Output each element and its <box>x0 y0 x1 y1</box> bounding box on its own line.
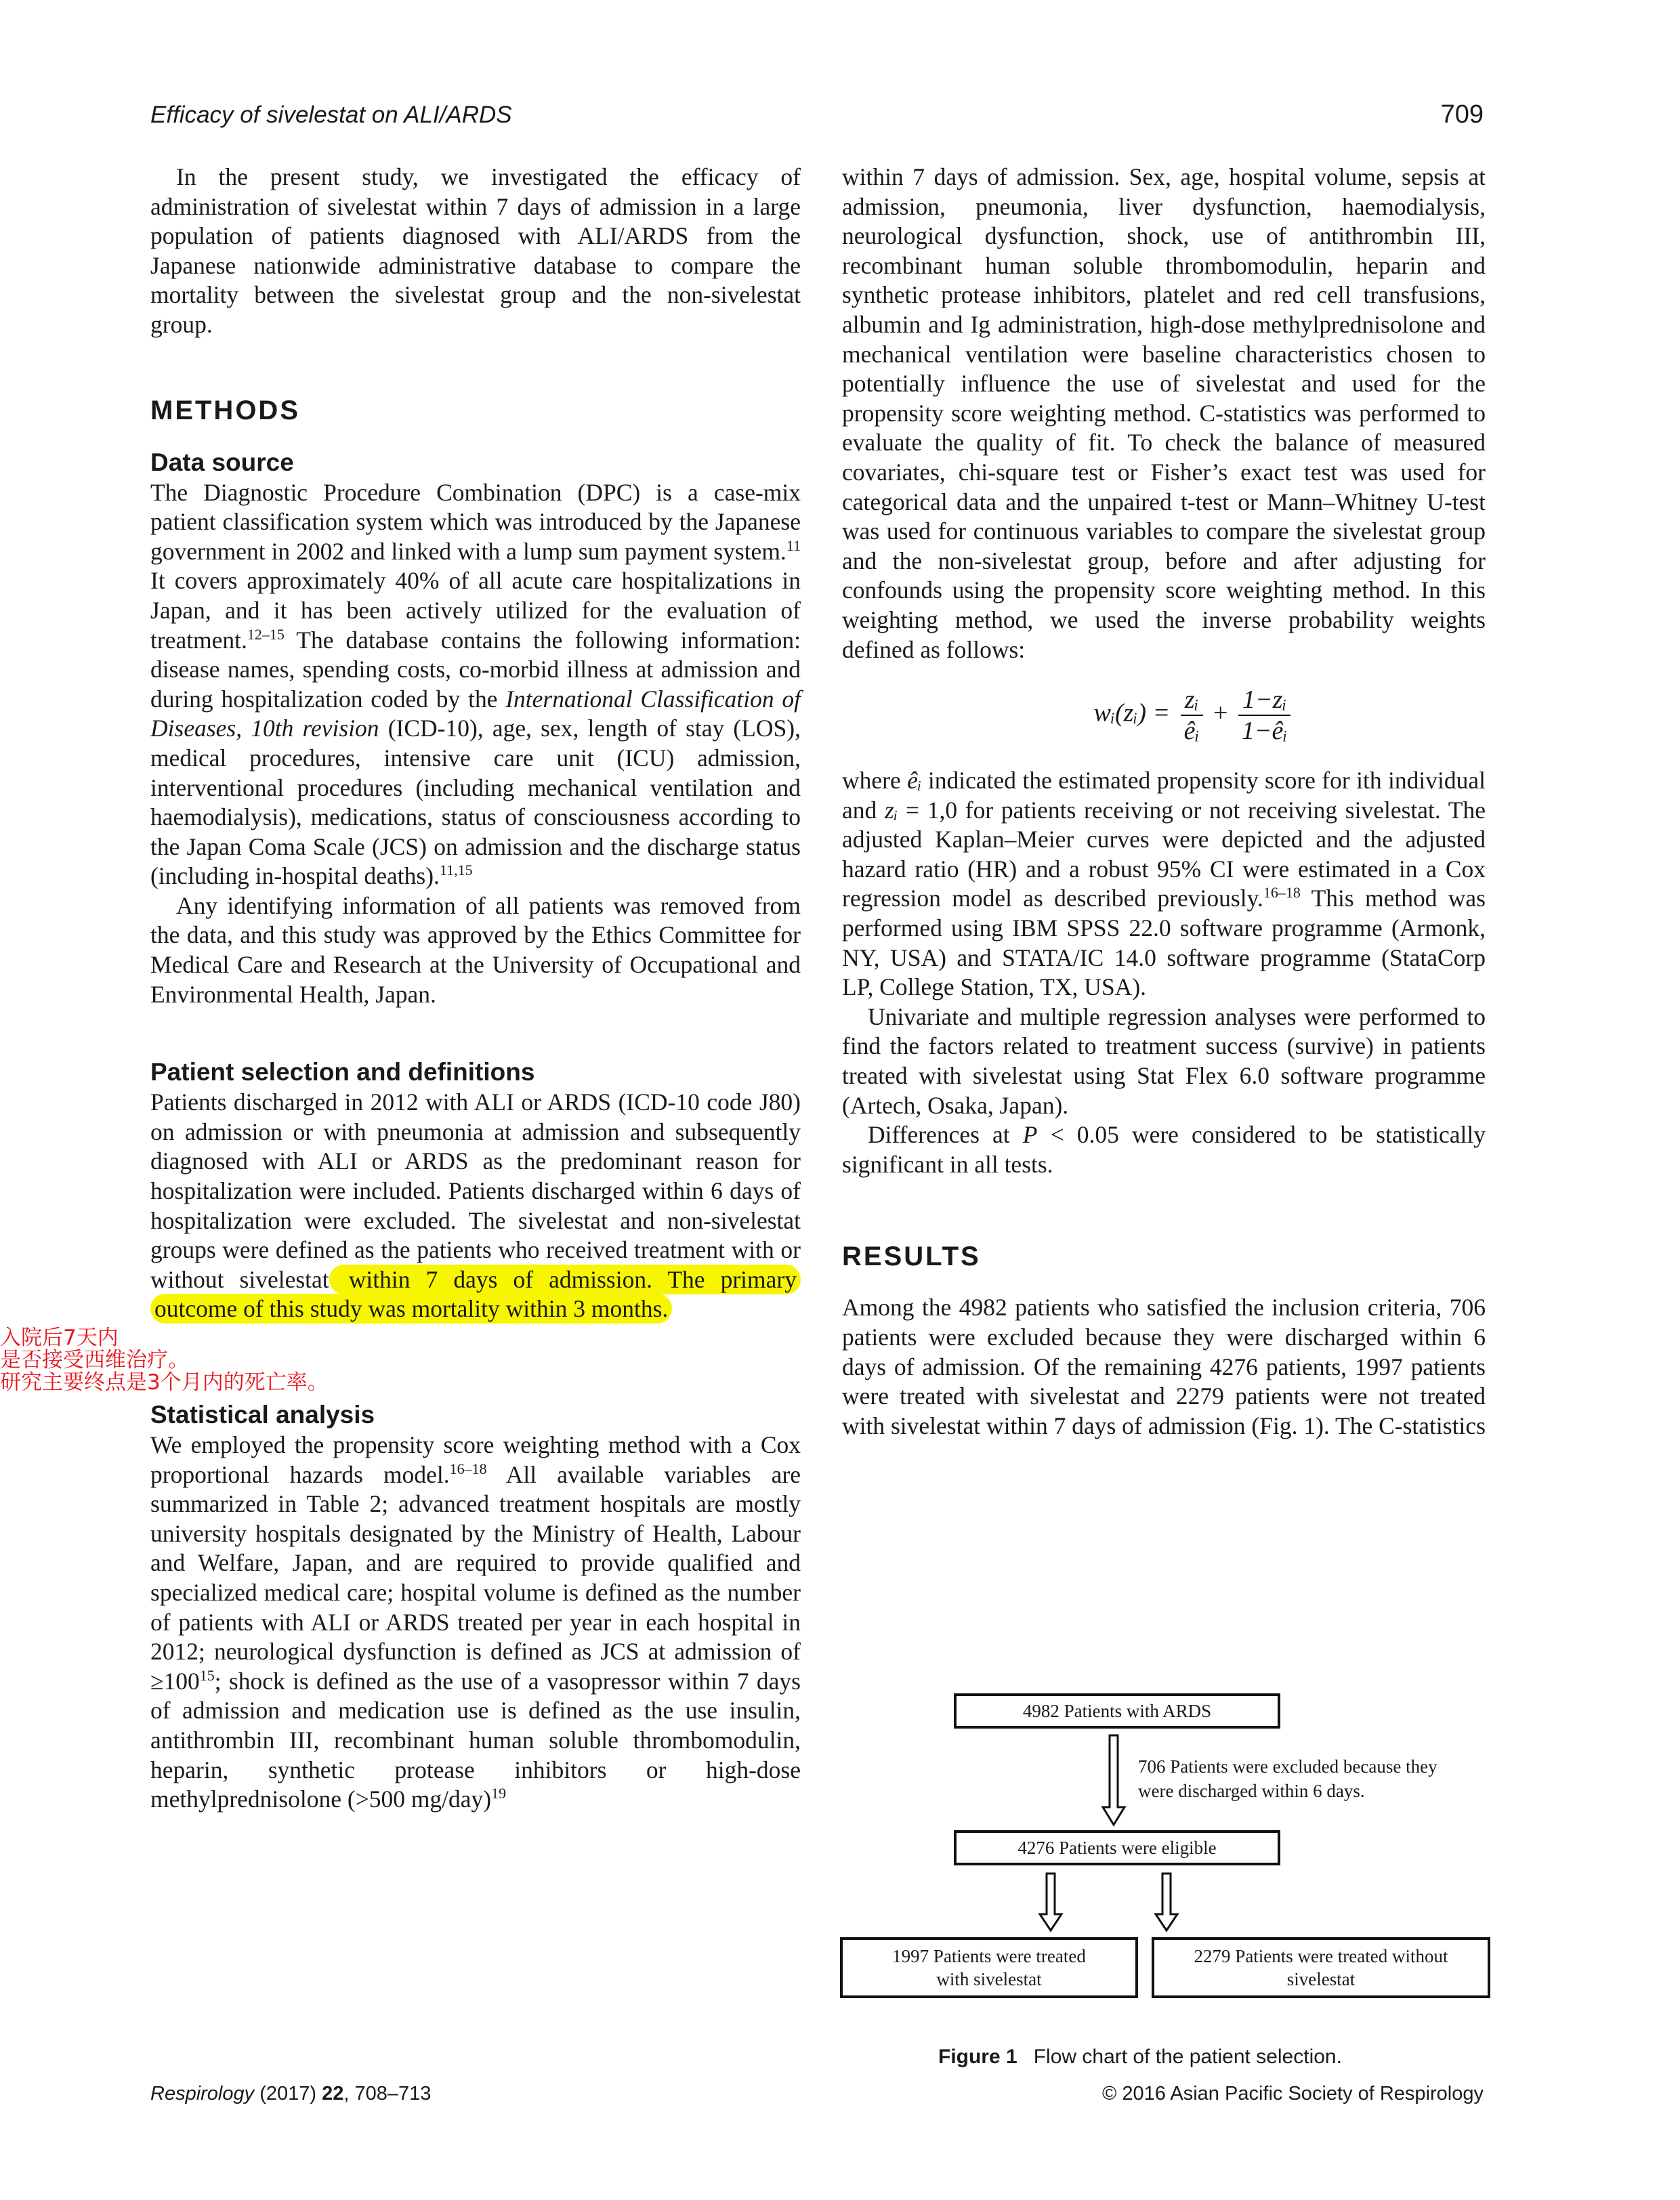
flow-box-eligible: 4276 Patients were eligible <box>954 1830 1280 1865</box>
left-column <box>150 163 801 1815</box>
data-source-paragraph-1: The Diagnostic Procedure Combination (DPC) is a case-mix patient classification system which was introduced by the Japanese government in 2002 and linked with a lump sum payment system.$^{11}$ It covers approximately 40% of all acute care hospitalizations in Japan, and it has been actively utilized for the evaluation of treatment.$^{12-15}$ The database contains the following information: disease names, spending costs, co-morbid illness at admission and during hospitalization coded by the International Classification of Diseases, 10th revision (ICD-10), age, sex, length of stay (LOS), medical procedures, intensive care unit (ICU) admission, interventional procedures (including mechanical ventilation and haemodialysis), medications, status of consciousness according to the Japan Coma Scale (JCS) on admission and the discharge status (including in-hospital deaths).$^{11,15}$ <box>150 478 801 890</box>
figure-label: Figure 1 <box>938 2046 1017 2068</box>
citation: 15 <box>199 1666 215 1684</box>
exclusion-note: 706 Patients were excluded because they were discharged within 6 days. <box>1138 1756 1437 1801</box>
formula-fraction-2: $\frac{\text{1−zᵢ}}{\text{1−êᵢ}}$ <box>1238 685 1290 746</box>
citation: 19 <box>491 1785 507 1802</box>
margin-annotation <box>0 1327 329 1394</box>
annotation-line: 研究主要终点是3个月内的死亡率。 <box>0 1370 329 1395</box>
figure-caption <box>938 2046 1342 2069</box>
statistical-analysis-paragraph: We employed the propensity score weighting method with a Cox proportional hazards model.$^{16-18}$ All available variables are summarized in Table 2; advanced treatment hospitals are mostly university hospitals designated by the Ministry of Health, Labour and Welfare, Japan, and are required to provide qualified and specialized medical care; hospital volume is defined as the number of patients with ALI or ARDS treated per year in each hospital in 2012; neurological dysfunction is defined as JCS at admission of $\ge 100^{15}$; shock is defined as the use of a vasopressor within 7 days of admission and medication use is defined as the use insulin, antithrombin III, recombinant human soluble thrombomodulin, heparin, synthetic protease inhibitors or high-dose methylprednisolone (>500 mg/day)$^{19}$ <box>150 1431 801 1813</box>
weight-formula <box>903 685 1486 746</box>
journal-citation: Respirology (2017) 22, 708–713 <box>150 2083 432 2104</box>
page-number: 709 <box>1440 100 1484 129</box>
statistical-analysis-heading: Statistical analysis <box>150 1401 375 1429</box>
results-paragraph: Among the 4982 patients who satisfied the inclusion criteria, 706 patients were excluded because they were discharged within 6 days of admission. Of the remaining 4276 patients, 1997 patients were treated with sivelestat and 2279 patients were not treated with sivelestat within 7 days of admission (Fig. 1). The C-statistics <box>842 1294 1486 1439</box>
copyright: © 2016 Asian Pacific Society of Respirology <box>1102 2083 1484 2104</box>
right-paragraph-3: Univariate and multiple regression analyses were performed to find the factors related to treatment success (survive) in patients treated with sivelestat using Stat Flex 6.0 software programme (Artech, Osaka, Japan). <box>842 1002 1486 1119</box>
data-source-paragraph-2: Any identifying information of all patients was removed from the data, and this study was approved by the Ethics Committee for Medical Care and Research at the University of Occupational and Environmental Health, Japan. <box>150 891 801 1008</box>
formula-plus: + <box>1213 698 1228 727</box>
flow-box-total: 4982 Patients with ARDS <box>954 1693 1280 1729</box>
highlighted-text: within 7 days of admission. The primary outcome of this study was mortality within 3 months. <box>150 1265 801 1324</box>
flow-chart <box>840 1693 1504 2032</box>
patient-selection-heading: Patient selection and definitions <box>150 1058 535 1086</box>
running-title: Efficacy of sivelestat on ALI/ARDS <box>150 102 512 128</box>
flow-box-sivelestat: 1997 Patients were treated with sivelestat <box>840 1937 1138 1998</box>
right-paragraph-2: where êᵢ indicated the estimated propensity score for ith individual and zᵢ = 1,0 for patients receiving or not receiving sivelestat. The adjusted Kaplan–Meier curves were depicted and the adjusted hazard ratio (HR) and a robust 95% CI were estimated in a Cox regression model as described previously.$^{16-18}$ This method was performed using IBM SPSS 22.0 software programme (Armonk, NY, USA) and STATA/IC 14.0 software programme (StataCorp LP, College Station, TX, USA). <box>842 767 1486 1001</box>
annotation-line: 是否接受西维治疗。 <box>0 1348 189 1372</box>
right-column <box>842 163 1486 1441</box>
citation: 16–18 <box>1263 884 1301 902</box>
intro-paragraph: In the present study, we investigated the efficacy of administration of sivelestat within 7 days of admission in a large population of patients diagnosed with ALI/ARDS from the Japanese nationwide administrative database to compare the mortality between the sivelestat group and the non-sivelestat group. <box>150 163 801 338</box>
right-paragraph-1: within 7 days of admission. Sex, age, hospital volume, sepsis at admission, pneumonia, liver dysfunction, haemodialysis, neurological dysfunction, shock, use of antithrombin III, recombinant human soluble thrombomodulin, heparin and synthetic protease inhibitors, platelet and red cell transfusions, albumin and Ig administration, high-dose methylprednisolone and mechanical ventilation were baseline characteristics chosen to potentially influence the use of sivelestat and used for the propensity score weighting method. C-statistics was performed to evaluate the quality of fit. To check the balance of measured covariates, chi-square test or Fisher’s exact test was used for categorical data and the unpaired t-test or Mann–Whitney U-test was used for continuous variables to compare the sivelestat group and the non-sivelestat group, before and after adjusting for confounds using the propensity score weighting method. In this weighting method, we used the inverse probability weights defined as follows: <box>842 163 1486 663</box>
formula-fraction-1: $\frac{\text{zᵢ}}{\text{êᵢ}}$ <box>1181 685 1203 746</box>
down-arrow-icon <box>1040 1874 1062 1930</box>
results-heading: RESULTS <box>842 1242 981 1272</box>
citation: 11 <box>786 536 801 554</box>
citation: 11,15 <box>439 862 473 879</box>
patient-selection-paragraph: Patients discharged in 2012 with ALI or ARDS (ICD-10 code J80) on admission or with pneumonia at admission and subsequently diagnosed with ALI or ARDS as the predominant reason for hospitalization were included. Patients discharged within 6 days of hospitalization were excluded. The sivelestat and non-sivelestat groups were defined as the patients who received treatment with or without sivelestat within 7 days of admission. The primary outcome of this study was mortality within 3 months. <box>150 1088 801 1323</box>
figure-caption-text: Flow chart of the patient selection. <box>1033 2046 1342 2068</box>
formula-lhs: wᵢ(zᵢ) = <box>1093 698 1171 727</box>
citation: 12–15 <box>247 625 285 643</box>
citation: 16–18 <box>449 1460 487 1477</box>
flow-box-non-sivelestat: 2279 Patients were treated without sivelestat <box>1152 1937 1490 1998</box>
annotation-line: 入院后7天内 <box>0 1326 119 1350</box>
right-paragraph-4: Differences at P < 0.05 were considered to be statistically significant in all tests. <box>842 1121 1486 1178</box>
down-arrow-icon <box>1156 1874 1177 1930</box>
data-source-heading: Data source <box>150 448 294 476</box>
methods-heading: METHODS <box>150 395 300 425</box>
down-arrow-icon <box>1103 1735 1125 1825</box>
